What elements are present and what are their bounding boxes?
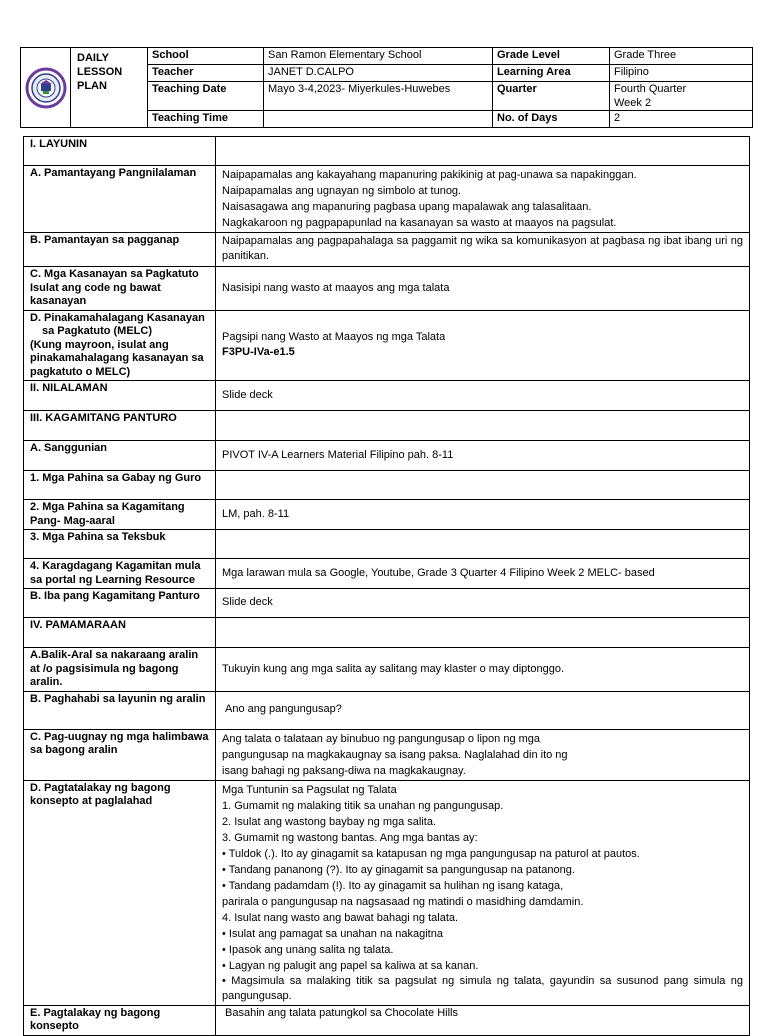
row-value-teksbuk	[216, 530, 750, 559]
teacher-value: JANET D.CALPO	[264, 65, 493, 82]
paghahabi-text: Ano ang pangungusap?	[225, 703, 342, 716]
row-value-pagtalakay-e	[216, 1005, 750, 1035]
row-value-melc	[216, 310, 750, 381]
daily-lesson-plan-title	[71, 48, 148, 128]
row-label-kagamitang-mag-aaral: 2. Mga Pahina sa Kagamitang Pang- Mag-aaral	[24, 500, 216, 530]
pag-uugnay-line: pangungusap na magkakaugnay sa isang paksa. Naglalahad din ito ng	[222, 748, 568, 761]
row-value-pamantayang-pangnilalaman	[216, 166, 750, 233]
table-row	[24, 411, 750, 441]
quarter-label: Quarter	[493, 82, 610, 111]
grade-level-value: Grade Three	[610, 48, 753, 65]
pangnilalaman-line: Naisasagawa ang mapanuring pagbasa upang mapalawak ang talasalitaan.	[222, 201, 592, 213]
table-row	[24, 1005, 750, 1035]
row-value-iba-pang: Slide deck	[216, 589, 750, 618]
row-value-balik-aral: Tukuyin kung ang mga salita ay salitang may klaster o may diptonggo.	[216, 648, 750, 692]
table-row	[24, 589, 750, 618]
teaching-date-value: Mayo 3-4,2023- Miyerkules-Huwebes	[264, 82, 493, 111]
school-label: School	[148, 48, 264, 65]
pagtatalakay-line: Mga Tuntunin sa Pagsulat ng Talata	[222, 783, 397, 796]
row-label-layunin: I. LAYUNIN	[24, 137, 216, 166]
teaching-time-value	[264, 111, 493, 128]
quarter-value-line-2: Week 2	[614, 97, 652, 109]
table-row	[24, 441, 750, 471]
row-value-pamamaraan	[216, 618, 750, 648]
learning-area-value: Filipino	[610, 65, 753, 82]
table-row	[24, 618, 750, 648]
row-label-balik-aral: A.Balik-Aral sa nakaraang aralin at /o pagsisimula ng bagong aralin.	[24, 648, 216, 692]
row-label-karagdagang: 4. Karagdagang Kagamitan mula sa portal ng Learning Resource	[24, 559, 216, 589]
table-row	[24, 310, 750, 381]
learning-area-label: Learning Area	[493, 65, 610, 82]
table-row	[24, 780, 750, 1005]
row-label-pagtatalakay: D. Pagtatalakay ng bagong konsepto at paglalahad	[24, 780, 216, 1005]
table-row	[24, 137, 750, 166]
row-label-teksbuk: 3. Mga Pahina sa Teksbuk	[24, 530, 216, 559]
pagtatalakay-line: • Isulat ang pamagat sa unahan na nakagitna	[222, 927, 443, 940]
row-label-kagamitang-panturo: III. KAGAMITANG PANTURO	[24, 411, 216, 441]
pagtatalakay-line: parirala o pangungusap na nagsasaad ng matindi o masidhing damdamin.	[222, 895, 584, 908]
row-value-pamantayan-pagganap: Naipapamalas ang pagpapahalaga sa paggamit ng wika sa komunikasyon at pagbasa ng ibat ibang uri ng panitikan.	[216, 233, 750, 267]
days-label: No. of Days	[493, 111, 610, 128]
row-label-paghahabi: B. Paghahabi sa layunin ng aralin	[24, 691, 216, 729]
table-row	[24, 530, 750, 559]
table-row	[24, 691, 750, 729]
pagtatalakay-line: 1. Gumamit ng malaking titik sa unahan ng pangungusap.	[222, 799, 504, 812]
pagtatalakay-line: 4. Isulat nang wasto ang bawat bahagi ng talata.	[222, 911, 459, 924]
row-value-kasanayan: Nasisipi nang wasto at maayos ang mga talata	[216, 267, 750, 311]
pangnilalaman-line: Nagkakaroon ng pagpapapunlad na kasanayan sa wasto at maayos na pagsulat.	[222, 217, 617, 229]
grade-level-label: Grade Level	[493, 48, 610, 65]
pagtatalakay-line: 3. Gumamit ng wastong bantas. Ang mga bantas ay:	[222, 831, 478, 844]
melc-label-line: sa Pagkatuto (MELC)	[42, 325, 153, 337]
table-row	[24, 559, 750, 589]
quarter-value	[610, 82, 753, 111]
row-label-pag-uugnay: C. Pag-uugnay ng mga halimbawa sa bagong aralin	[24, 729, 216, 780]
melc-code: F3PU-IVa-e1.5	[222, 346, 295, 359]
row-label-iba-pang: B. Iba pang Kagamitang Panturo	[24, 589, 216, 618]
table-row	[24, 267, 750, 311]
row-label-melc	[24, 310, 216, 381]
pagtatalakay-line: 2. Isulat ang wastong baybay ng mga salita.	[222, 815, 437, 828]
pagtatalakay-line: • Tandang padamdam (!). Ito ay ginagamit sa hulihan ng isang kataga,	[222, 879, 564, 892]
row-value-nilalaman: Slide deck	[216, 381, 750, 411]
table-row	[24, 233, 750, 267]
row-value-karagdagang: Mga larawan mula sa Google, Youtube, Grade 3 Quarter 4 Filipino Week 2 MELC- based	[216, 559, 750, 589]
table-row	[24, 381, 750, 411]
row-label-pagtalakay-e: E. Pagtalakay ng bagong konsepto	[24, 1005, 216, 1035]
row-value-pag-uugnay	[216, 729, 750, 780]
teaching-date-label: Teaching Date	[148, 82, 264, 111]
days-value: 2	[610, 111, 753, 128]
row-label-gabay-guro: 1. Mga Pahina sa Gabay ng Guro	[24, 471, 216, 500]
melc-label-line: (Kung mayroon, isulat ang pinakamahalagang kasanayan sa pagkatuto o MELC)	[30, 338, 204, 378]
school-seal-logo-icon	[25, 67, 67, 109]
pagtatalakay-line: • Tuldok (.). Ito ay ginagamit sa katapusan ng mga pangungusap na paturol at pautos.	[222, 847, 640, 860]
lesson-plan-table	[23, 136, 750, 1036]
row-label-kasanayan: C. Mga Kasanayan sa Pagkatuto Isulat ang code ng bawat kasanayan	[24, 267, 216, 311]
row-label-nilalaman: II. NILALAMAN	[24, 381, 216, 411]
row-value-pagtatalakay	[216, 780, 750, 1005]
pangnilalaman-line: Naipapamalas ang kakayahang mapanuring pakikinig at pag-unawa sa napakinggan.	[222, 169, 637, 181]
teacher-label: Teacher	[148, 65, 264, 82]
logo-cell	[21, 48, 71, 128]
row-label-pamantayang-pangnilalaman: A. Pamantayang Pangnilalaman	[24, 166, 216, 233]
row-label-sanggunian: A. Sanggunian	[24, 441, 216, 471]
quarter-value-line-1: Fourth Quarter	[614, 83, 687, 95]
pagtatalakay-line: • Ipasok ang unang salita ng talata.	[222, 943, 394, 956]
row-label-pamantayan-pagganap: B. Pamantayan sa pagganap	[24, 233, 216, 267]
pagtalakay-e-text: Basahin ang talata patungkol sa Chocolate Hills	[225, 1006, 458, 1019]
row-value-sanggunian: PIVOT IV-A Learners Material Filipino pah. 8-11	[216, 441, 750, 471]
row-value-paghahabi	[216, 691, 750, 729]
row-label-pamamaraan: IV. PAMAMARAAN	[24, 618, 216, 648]
row-value-gabay-guro	[216, 471, 750, 500]
row-value-layunin	[216, 137, 750, 166]
table-row	[24, 648, 750, 692]
pagtatalakay-line: • Tandang pananong (?). Ito ay ginagamit sa pangungusap na patanong.	[222, 863, 575, 876]
title-line-lesson: LESSON	[77, 66, 123, 78]
table-row	[24, 729, 750, 780]
pangnilalaman-line: Naipapamalas ang ugnayan ng simbolo at tunog.	[222, 185, 462, 197]
row-value-kagamitang-panturo	[216, 411, 750, 441]
pag-uugnay-line: Ang talata o talataan ay binubuo ng pangungusap o lipon ng mga	[222, 732, 541, 745]
pag-uugnay-line: isang bahagi ng paksang-diwa na magkakaugnay.	[222, 764, 466, 777]
pagtatalakay-line: • Magsimula sa malaking titik sa pagsulat ng simula ng talata, gayundin sa susunod pang simula ng pangungusap.	[222, 974, 743, 1002]
row-value-kagamitang-mag-aaral: LM, pah. 8-11	[216, 500, 750, 530]
teaching-time-label: Teaching Time	[148, 111, 264, 128]
table-row	[24, 500, 750, 530]
pagtatalakay-line: • Lagyan ng palugit ang papel sa kaliwa at sa kanan.	[222, 959, 479, 972]
title-line-plan: PLAN	[77, 80, 107, 92]
table-row	[24, 166, 750, 233]
header-table	[20, 47, 753, 128]
table-row	[24, 471, 750, 500]
melc-label-line: D. Pinakamahalagang Kasanayan	[30, 311, 205, 324]
school-value: San Ramon Elementary School	[264, 48, 493, 65]
melc-text: Pagsipi nang Wasto at Maayos ng mga Talata	[222, 330, 446, 343]
title-line-daily: DAILY	[77, 52, 109, 64]
